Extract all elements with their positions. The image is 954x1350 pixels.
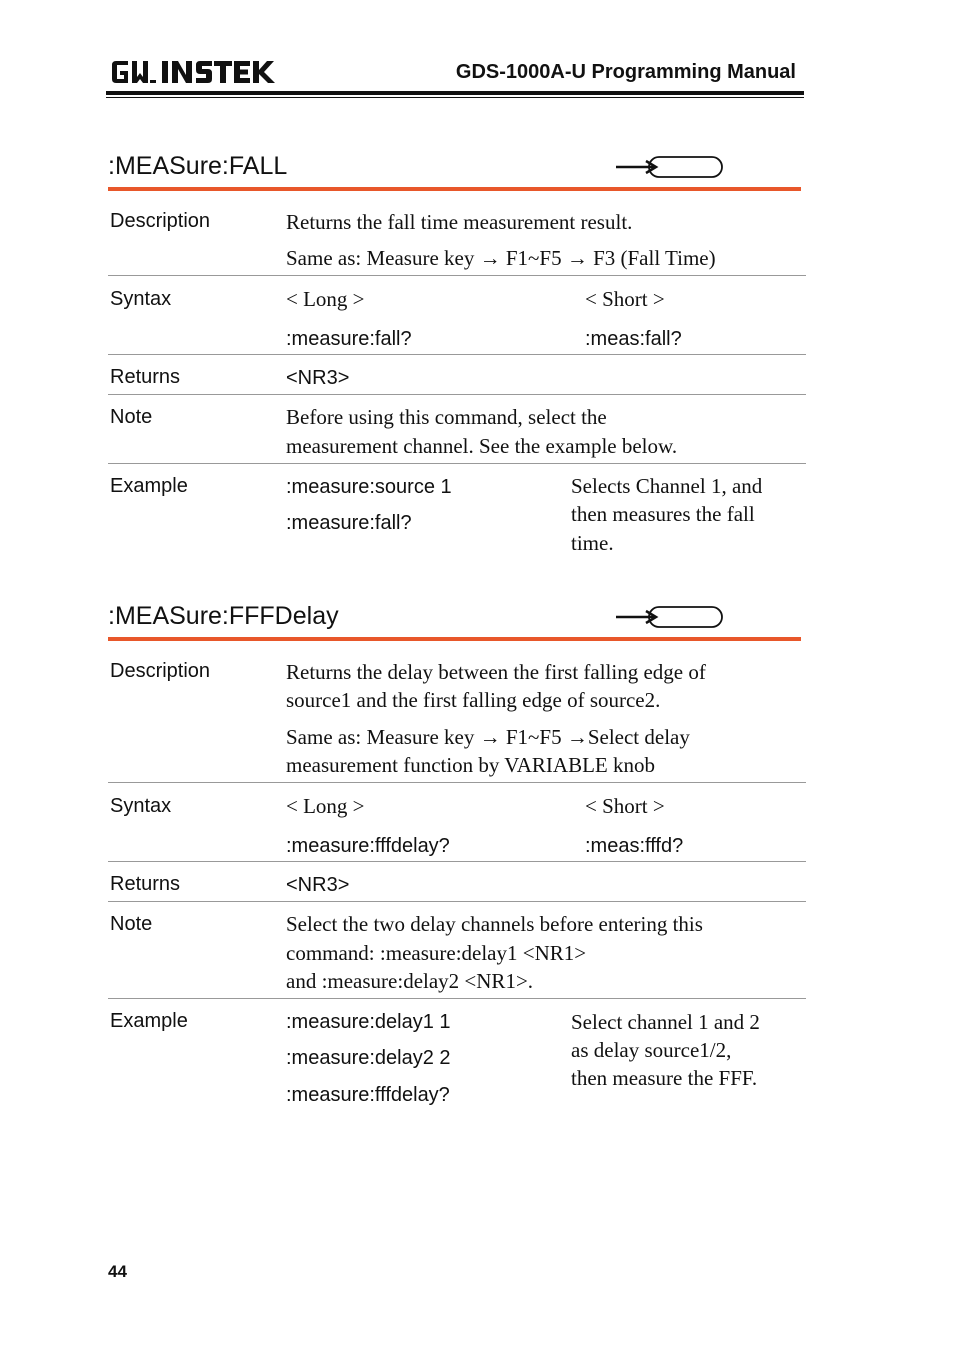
example-description-line: Selects Channel 1, and bbox=[571, 474, 763, 498]
description-line: Returns the delay between the first falling edge of bbox=[286, 660, 706, 684]
same-as-text: Same as: Measure key → F1~F5 → F3 (Fall Time) bbox=[286, 246, 716, 270]
syntax-label: Syntax bbox=[110, 795, 172, 817]
returns-value: <NR3> bbox=[286, 874, 350, 896]
section-accent-rule bbox=[108, 187, 801, 191]
row-divider bbox=[108, 463, 806, 464]
syntax-label: Syntax bbox=[110, 288, 172, 310]
example-command: :measure:fffdelay? bbox=[286, 1084, 450, 1106]
note-line: Select the two delay channels before entering this bbox=[286, 912, 703, 936]
query-arrow-icon bbox=[616, 154, 724, 180]
short-command: :meas:fffd? bbox=[585, 835, 684, 857]
row-divider bbox=[108, 275, 806, 276]
brand-logo bbox=[110, 54, 280, 87]
example-description-line: then measures the fall bbox=[571, 502, 755, 526]
row-divider bbox=[108, 901, 806, 902]
example-description-line: time. bbox=[571, 531, 614, 555]
short-header: < Short > bbox=[585, 287, 665, 311]
short-command: :meas:fall? bbox=[585, 328, 682, 350]
row-divider bbox=[108, 861, 806, 862]
description-label: Description bbox=[110, 660, 211, 682]
row-divider bbox=[108, 782, 806, 783]
example-command: :measure:delay2 2 bbox=[286, 1047, 451, 1069]
returns-label: Returns bbox=[110, 873, 181, 895]
returns-value: <NR3> bbox=[286, 367, 350, 389]
long-command: :measure:fall? bbox=[286, 328, 412, 350]
note-label: Note bbox=[110, 406, 153, 428]
note-line: Before using this command, select the bbox=[286, 405, 607, 429]
returns-label: Returns bbox=[110, 366, 181, 388]
note-line: command: :measure:delay1 <NR1> bbox=[286, 941, 587, 965]
example-description-line: then measure the FFF. bbox=[571, 1066, 758, 1090]
example-command: :measure:source 1 bbox=[286, 476, 452, 498]
command-title: :MEASure:FALL bbox=[108, 152, 288, 180]
example-description-line: as delay source1/2, bbox=[571, 1038, 732, 1062]
query-arrow-icon bbox=[616, 604, 724, 630]
manual-title: GDS-1000A-U Programming Manual bbox=[455, 61, 796, 83]
example-description-line: Select channel 1 and 2 bbox=[571, 1010, 760, 1034]
description-line: source1 and the first falling edge of source2. bbox=[286, 688, 661, 712]
section-accent-rule bbox=[108, 637, 801, 641]
description-label: Description bbox=[110, 210, 211, 232]
same-as-line: measurement function by VARIABLE knob bbox=[286, 753, 656, 777]
note-line: and :measure:delay2 <NR1>. bbox=[286, 969, 534, 993]
example-command: :measure:delay1 1 bbox=[286, 1011, 451, 1033]
note-line: measurement channel. See the example below. bbox=[286, 434, 678, 458]
page-number: 44 bbox=[108, 1262, 127, 1281]
long-header: < Long > bbox=[286, 287, 365, 311]
row-divider bbox=[108, 394, 806, 395]
row-divider bbox=[108, 354, 806, 355]
command-title: :MEASure:FFFDelay bbox=[108, 602, 339, 630]
description-text: Returns the fall time measurement result. bbox=[286, 210, 633, 234]
gw-instek-logo-icon bbox=[110, 57, 280, 87]
example-command: :measure:fall? bbox=[286, 512, 412, 534]
long-header: < Long > bbox=[286, 794, 365, 818]
short-header: < Short > bbox=[585, 794, 665, 818]
header-rule-thin bbox=[106, 97, 804, 98]
example-label: Example bbox=[110, 1010, 188, 1032]
long-command: :measure:fffdelay? bbox=[286, 835, 450, 857]
note-label: Note bbox=[110, 913, 153, 935]
header-rule bbox=[106, 91, 804, 95]
same-as-line: Same as: Measure key → F1~F5 →Select delay bbox=[286, 725, 690, 749]
row-divider bbox=[108, 998, 806, 999]
example-label: Example bbox=[110, 475, 188, 497]
